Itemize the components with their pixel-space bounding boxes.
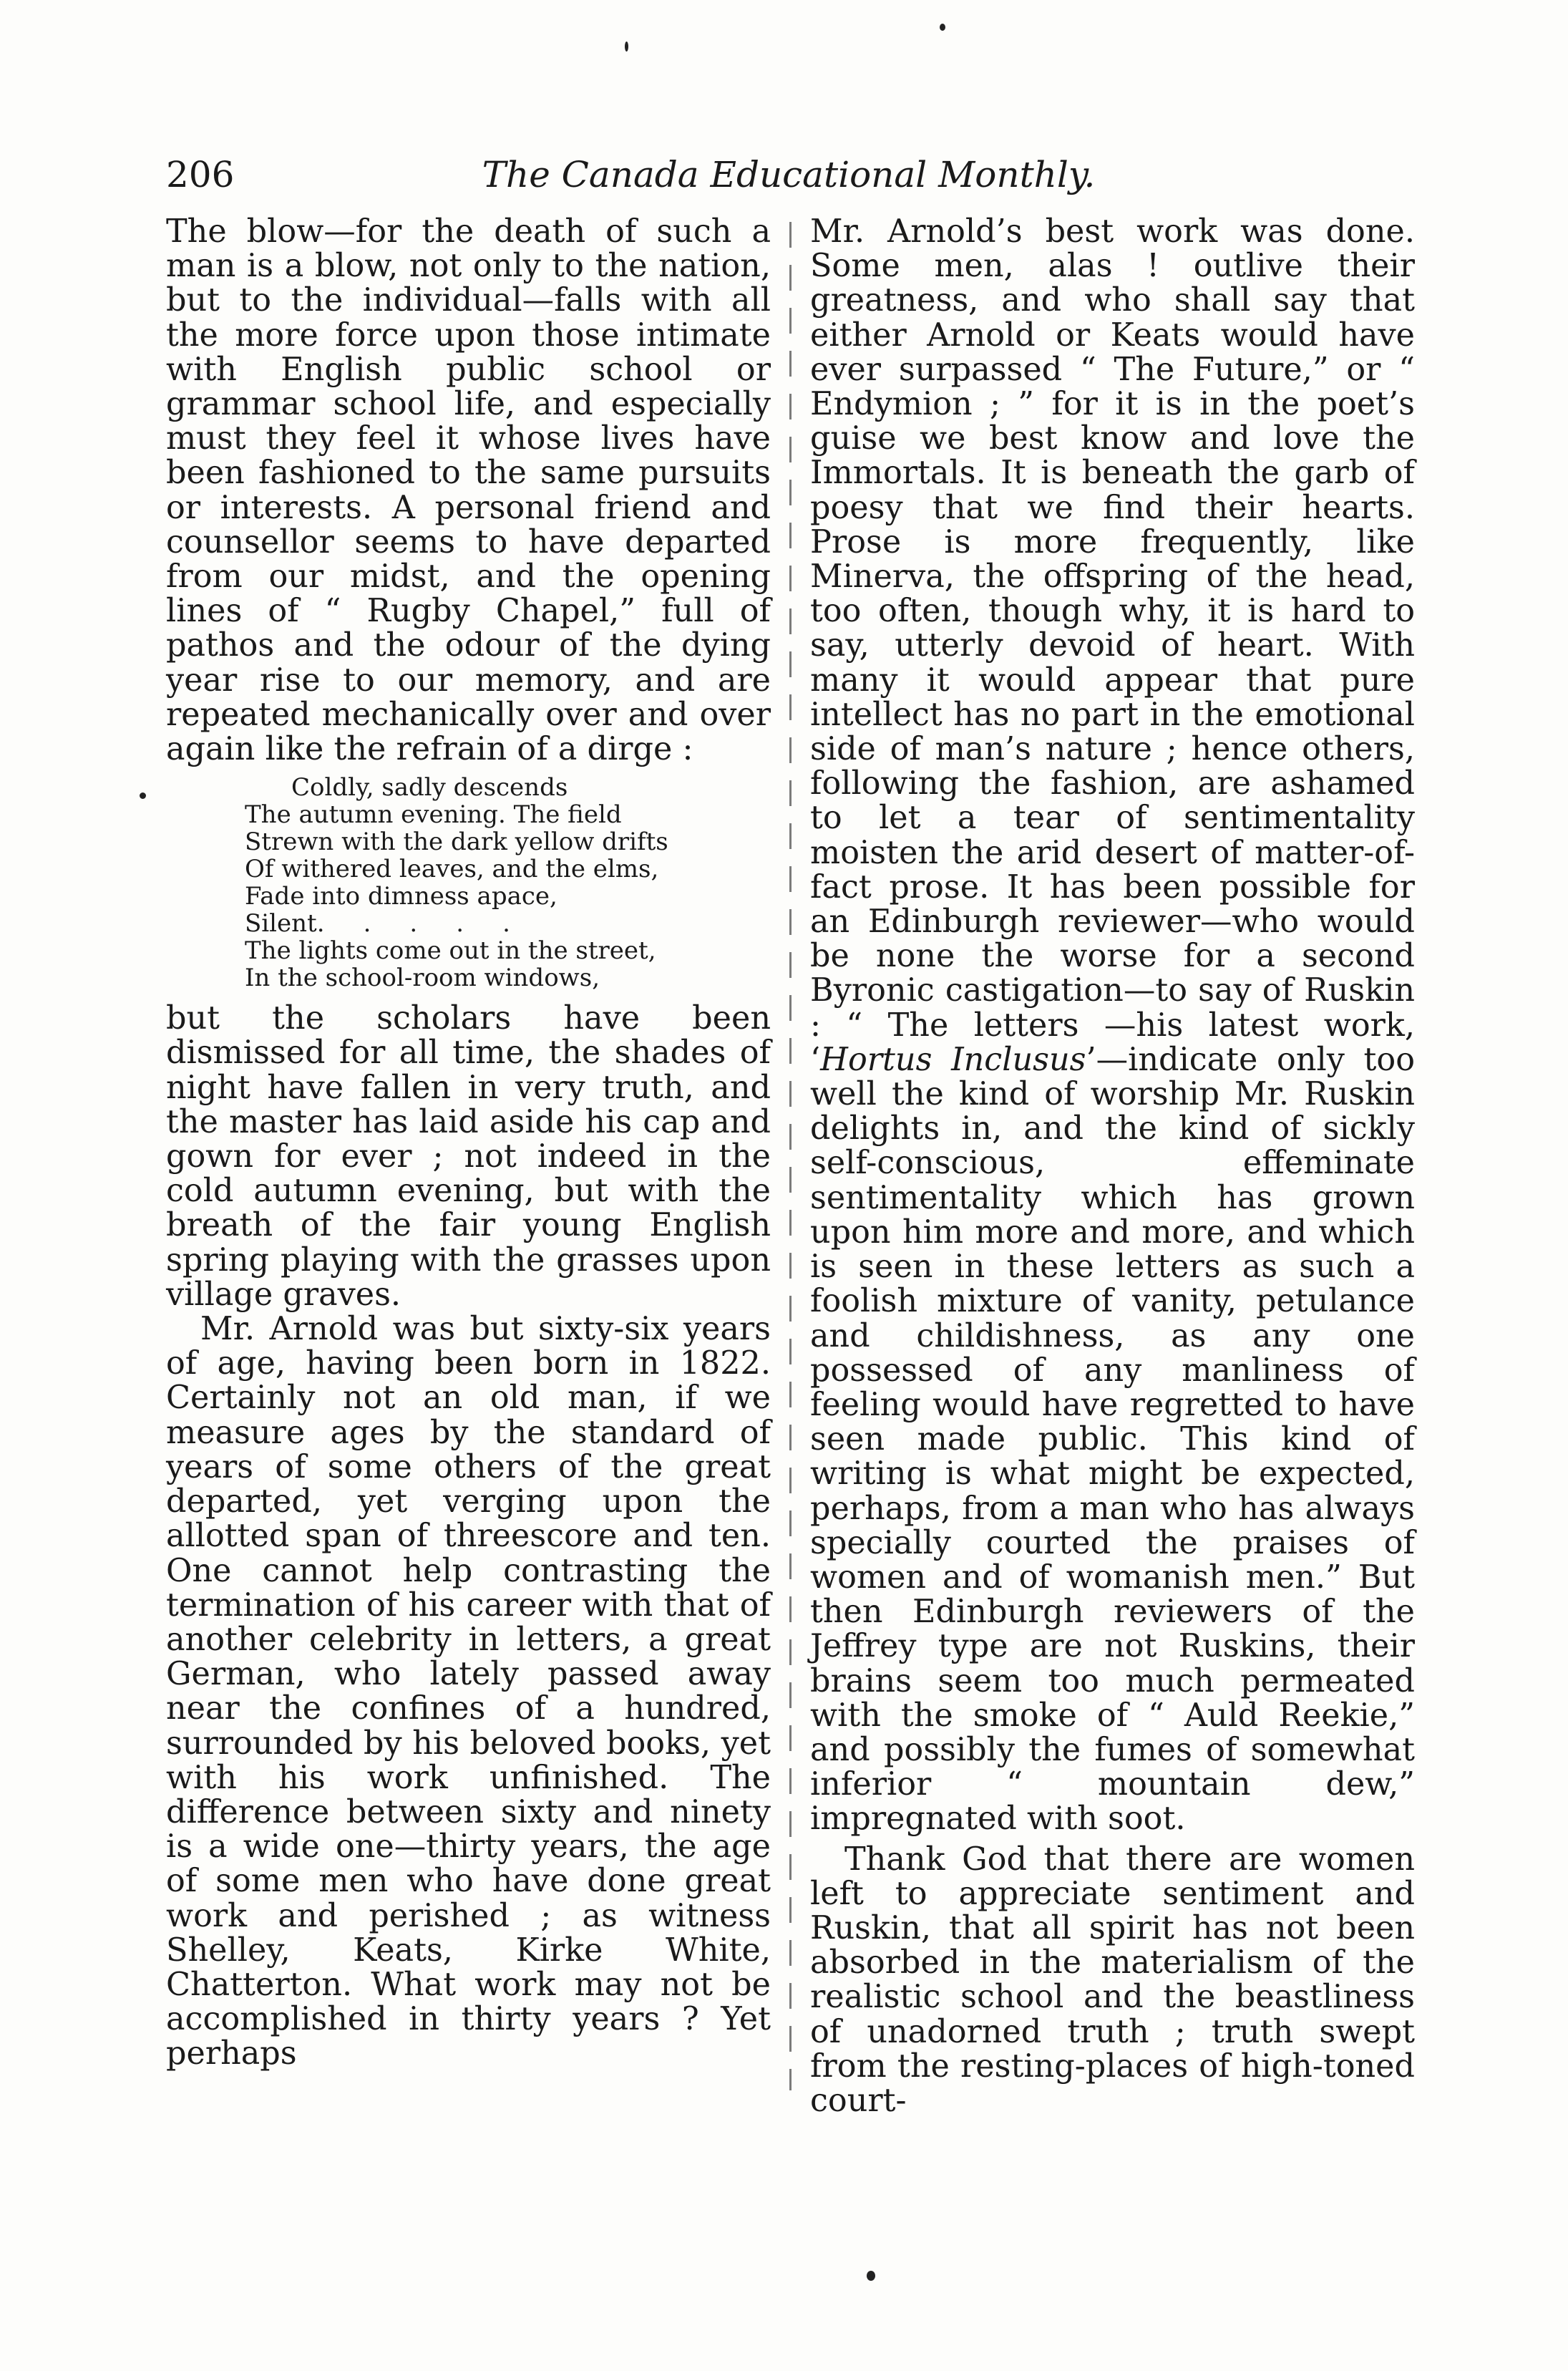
print-speck [867,2271,875,2281]
right-paragraph-1-text: Mr. Arnold’s best work was done. Some men, alas ! outlive their greatness, and who shall say that either Arnold or Keats would have ever surpassed “ The Future,” or “ Endymion ; ” for it is in the poet’s guise we best know and love the Immortals. It is beneath the garb of poesy that we find their hearts. Prose is more frequently, like Minerva, the offspring of the head, too often, though why, it is hard to say, utterly devoid of heart. With many it would appear that pure intellect has no part in the emotional side of man’s nature ; hence others, following the fashion, are ashamed to let a tear of sentimentality moisten the arid desert of matter-of-fact prose. It has been possible for an Edinburgh reviewer—who would be none the worse for a second Byronic castigation—to say of Ruskin : “ The letters —his latest work, ‘ [810,213,1415,1078]
left-paragraph-2: but the scholars have been dismissed for all time, the shades of night have fallen in very truth, and the master has laid aside his cap and gown for ever ; not indeed in the cold autumn evening, but with the breath of the fair young English spring playing with the grasses upon village graves. [166,1000,771,1313]
page-header [166,154,1411,204]
right-paragraph-1 [810,215,1415,1837]
right-column [810,215,1415,2118]
poem-line: Of withered leaves, and the elms, [245,855,659,884]
right-paragraph-2: Thank God that there are women left to appreciate sentiment and Ruskin, that all spirit has not been absorbed in the materialism of the realistic school and the beastliness of unadorned truth ; truth swept from the resting-places of high-toned court- [810,1841,1415,2119]
poem-line: Fade into dimness apace, [245,882,557,911]
poem-line: The lights come out in the street, [245,936,656,966]
right-paragraph-1-continued: ’—indicate only too well the kind of worship Mr. Ruskin delights in, and the kind of sickly self-conscious, effeminate sentimentality which has grown upon him more and more, and which is seen in these letters as such a foolish mixture of vanity, petulance and childishness, as any one possessed of any manliness of feeling would have regretted to have seen made public. This kind of writing is what might be expected, perhaps, from a man who has always specially courted the praises of women and of womanish men.” But then Edinburgh reviewers of the Jeffrey type are not Ruskins, their brains seem too much permeated with the smoke of “ Auld Reekie,” and possibly the fumes of somewhat inferior “ mountain dew,” impregnated with soot. [810,1041,1415,1838]
poem-line: Silent. . . . . [245,909,510,939]
print-speck [625,42,628,52]
poem-line: Coldly, sadly descends [291,773,568,803]
left-column [166,215,771,2072]
left-paragraph-3: Mr. Arnold was but sixty-six years of age, having been born in 1822. Certainly not an old man, if we measure ages by the standard of years of some others of the great departed, yet verging upon the allotted span of threescore and ten. One cannot help contrasting the termination of his career with that of another celebrity in letters, a great German, who lately passed away near the confines of a hundred, surrounded by his beloved books, yet with his work unfinished. The difference between sixty and ninety is a wide one—thirty years, the age of some men who have done great work and perished ; as witness Shelley, Keats, Kirke White, Chatterton. What work may not be accomplished in thirty years ? Yet perhaps [166,1311,771,2072]
page-number: 206 [166,154,235,195]
column-divider [789,222,792,2090]
poem-quotation [166,774,771,991]
poem-line: Strewn with the dark yellow drifts [245,828,668,857]
book-title: Hortus Inclusus [820,1041,1086,1078]
running-title: The Canada Educational Monthly. [482,154,1096,195]
print-speck [140,792,146,799]
poem-line: In the school-room windows, [245,964,600,993]
print-speck [940,24,945,31]
left-paragraph-1: The blow—for the death of such a man is a blow, not only to the nation, but to the individual—falls with all the more force upon those intimate with English public school or grammar school life, and especially must they feel it whose lives have been fashioned to the same pursuits or interests. A personal friend and counsellor seems to have departed from our midst, and the opening lines of “ Rugby Chapel,” full of pathos and the odour of the dying year rise to our memory, and are repeated mechanically over and over again like the refrain of a dirge : [166,213,771,768]
poem-line: The autumn evening. The field [245,800,622,830]
